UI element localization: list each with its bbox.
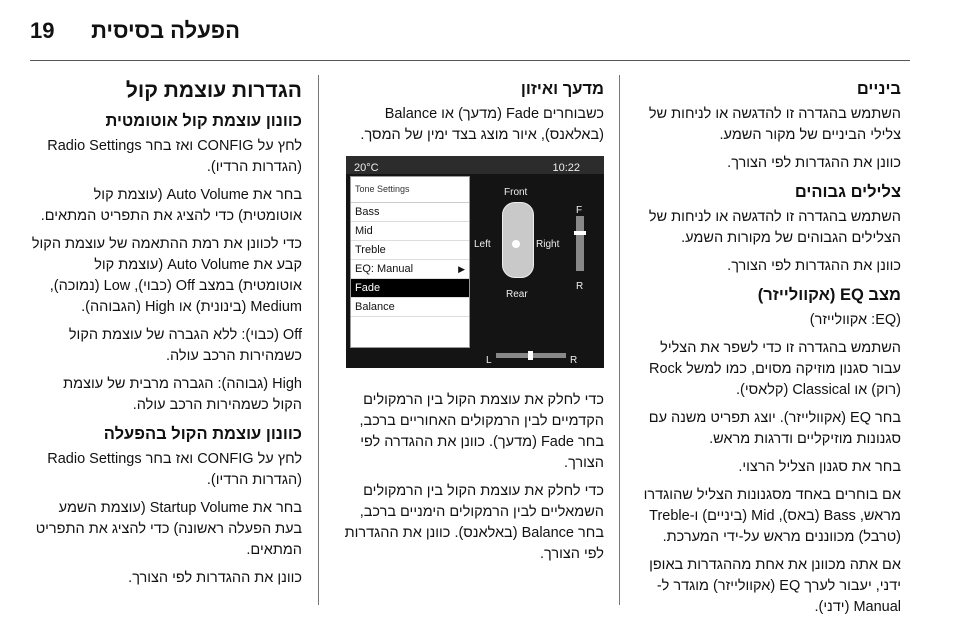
paragraph: אם אתה מכוונן את אחת מההגדרות באופן ידני, יעבור לערך EQ (אקוולייזר) מוגדר ל-Manual (ידני). [649, 557, 901, 615]
tone-settings-menu [350, 176, 470, 348]
left-label: Left [474, 239, 491, 250]
column-right [633, 78, 901, 625]
paragraph: השתמש בהגדרה זו כדי לשפר את הצליל עבור סגנון מוזיקה מסוים, כמו למשל Rock (רוק) או Classical (קלאסי). [649, 340, 901, 398]
paragraph: כדי לכוונן את רמת ההתאמה של עוצמת הקול קבע את Auto Volume (עוצמת קול אוטומטית) במצב Off (כבוי), Low (נמוכה), Medium (בינונית) או High (הגבוהה). [31, 236, 302, 315]
section-heading: ביניים [856, 80, 901, 98]
paragraph: (EQ: אקוולייזר) [809, 312, 901, 328]
paragraph: כוונן את ההגדרות לפי הצורך. [128, 570, 302, 586]
screen-status-bar [346, 156, 604, 174]
balance-right-label: R [570, 355, 578, 366]
screen-time: 10:22 [552, 162, 580, 174]
page-header-title: הפעלה בסיסית [91, 18, 240, 43]
menu-item-fade: Fade [351, 279, 469, 298]
paragraph: Off (כבוי): ללא הגברה של עוצמת הקול כשמהירות הרכב עולה. [68, 327, 302, 364]
paragraph: בחר את Auto Volume (עוצמת קול אוטומטית) כדי להציג את התפריט המתאים. [40, 187, 302, 224]
paragraph: אם בוחרים באחד מסגנונות הצליל שהוגדרו מראש, Bass (באס), Mid (ביניים) ו-Treble (טרבל) מכווננים מראש על-ידי המערכת. [643, 487, 901, 545]
fade-front-label: F [576, 205, 583, 216]
submenu-arrow-icon: ▶ [458, 264, 465, 274]
column-divider [318, 75, 319, 605]
section-heading: צלילים גבוהים [794, 183, 901, 201]
paragraph: בחר EQ (אקוולייזר). יוצג תפריט משנה עם סגנונות מוזיקליים ודרגות מראש. [648, 410, 901, 447]
right-label: Right [536, 239, 560, 250]
menu-item-eq [351, 260, 469, 279]
paragraph: כדי לחלק את עוצמת הקול בין הרמקולים השמאליים לבין הרמקולים הימניים ברכב, בחר Balance (באלאנס). כוונן את ההגדרות לפי הצורך. [344, 483, 604, 562]
column-divider [619, 75, 620, 605]
section-heading: כוונון עוצמת הקול בהפעלה [103, 425, 302, 443]
column-left [30, 78, 302, 596]
paragraph: לחץ על CONFIG ואז בחר Radio Settings (הגדרות הרדיו). [47, 451, 302, 488]
menu-item-balance: Balance [351, 298, 469, 317]
fade-slider-thumb [574, 231, 586, 235]
header-rule [30, 60, 910, 61]
menu-item-label: EQ: Manual [355, 263, 414, 275]
paragraph: כוונן את ההגדרות לפי הצורך. [727, 155, 901, 171]
sound-focus-marker [512, 240, 520, 248]
paragraph: השתמש בהגדרה זו להדגשה או לניחות של הצלילים הגבוהים של מקורות השמע. [648, 209, 901, 246]
paragraph: לחץ על CONFIG ואז בחר Radio Settings (הגדרות הרדיו). [47, 138, 302, 175]
menu-item-treble: Treble [351, 241, 469, 260]
column-middle [330, 78, 604, 572]
paragraph: כשבוחרים Fade (מדעך) או Balance (באלאנס), איור מוצג בצד ימין של המסך. [360, 106, 604, 143]
front-label: Front [504, 187, 528, 198]
tone-settings-screenshot [346, 156, 604, 368]
section-heading: מדעך ואיזון [520, 80, 604, 98]
menu-item-mid: Mid [351, 222, 469, 241]
section-heading: כוונון עוצמת קול אוטומטית [105, 112, 302, 130]
paragraph: High (גבוהה): הגברה מרבית של עוצמת הקול כשמהירות הרכב עולה. [63, 376, 302, 413]
paragraph: כדי לחלק את עוצמת הקול בין הרמקולים הקדמיים לבין הרמקולים האחוריים ברכב, בחר Fade (מדעך). כוונן את ההגדרה לפי הצורך. [359, 392, 604, 471]
balance-slider-thumb [528, 351, 533, 360]
menu-title: Tone Settings [351, 177, 469, 203]
section-title: הגדרות עוצמת קול [125, 79, 302, 102]
fade-slider [576, 216, 584, 271]
paragraph: בחר את סגנון הצליל הרצוי. [738, 459, 901, 475]
paragraph: כוונן את ההגדרות לפי הצורך. [727, 258, 901, 274]
screen-temperature: 20°C [354, 162, 379, 174]
menu-item-bass: Bass [351, 203, 469, 222]
rear-label: Rear [506, 289, 528, 300]
fade-rear-label: R [576, 281, 584, 292]
paragraph: השתמש בהגדרה זו להדגשה או לניחות של צלילי הביניים של מקור השמע. [648, 106, 901, 143]
page-number: 19 [30, 18, 55, 43]
paragraph: בחר את Startup Volume (עוצמת השמע בעת הפעלה ראשונה) כדי להציג את התפריט המתאים. [35, 500, 302, 558]
section-heading: מצב EQ (אקוולייזר) [757, 286, 901, 304]
balance-left-label: L [486, 355, 492, 366]
